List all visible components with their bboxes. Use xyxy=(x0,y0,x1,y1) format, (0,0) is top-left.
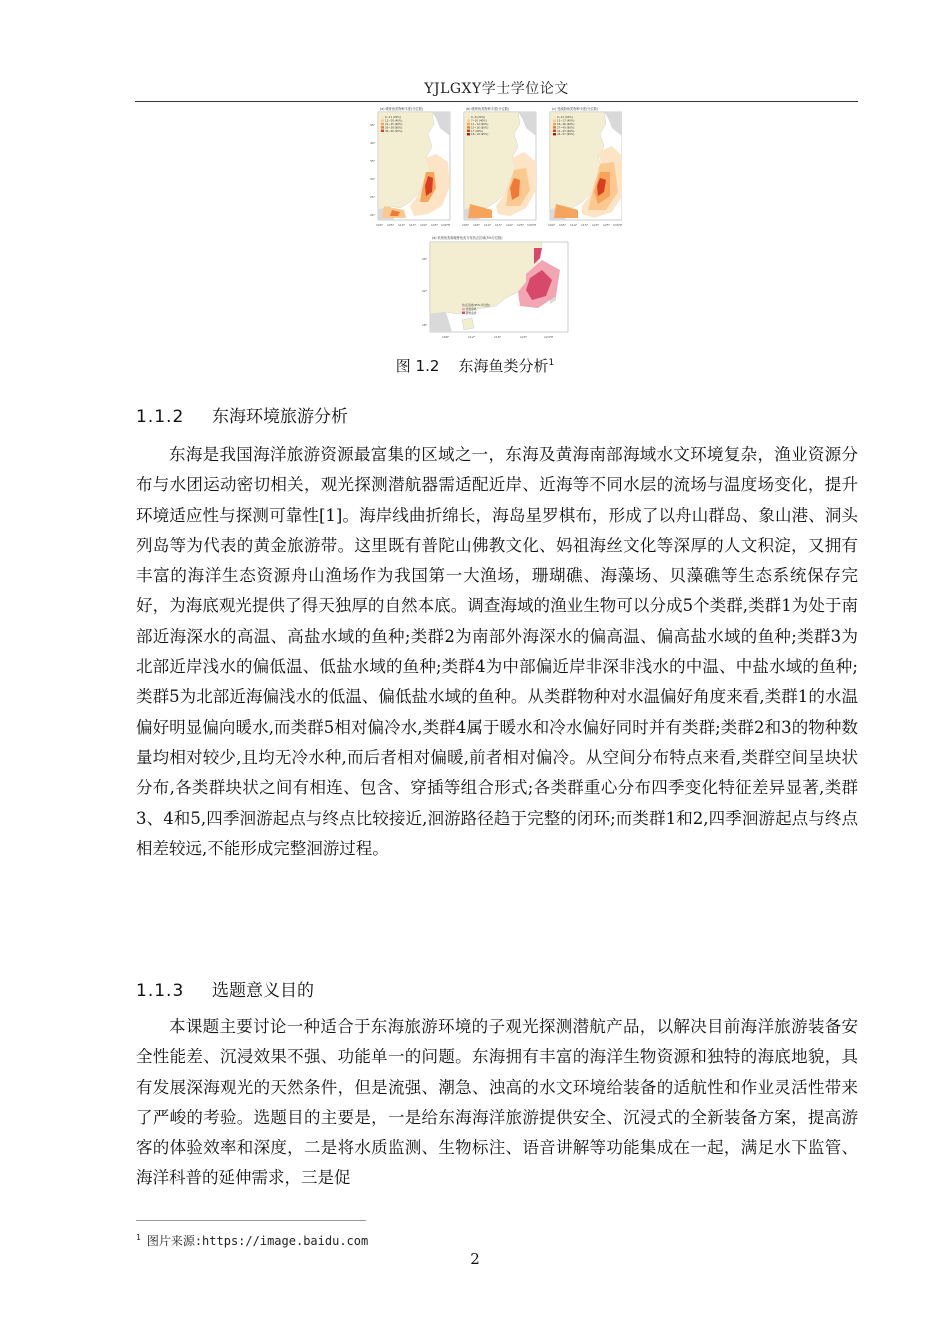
x-tick: 105° xyxy=(387,223,395,227)
panel-b-title: (b) 暖骨鱼类物种丰度(分位数) xyxy=(466,107,510,111)
section-number: 1.1.2 xyxy=(136,407,185,427)
footnote xyxy=(136,1232,368,1249)
map-panel-d xyxy=(422,235,568,339)
figure-caption xyxy=(0,355,950,376)
footnote-text: 图片来源:https://image.baidu.com xyxy=(146,1234,369,1248)
x-tick: 112° xyxy=(468,335,476,339)
y-tick: 25° xyxy=(370,195,376,199)
y-tick: 40° xyxy=(370,141,376,145)
x-tick: 115° xyxy=(409,223,417,227)
x-tick: 100° xyxy=(462,223,470,227)
x-tick: 105° xyxy=(559,223,567,227)
panel-d-title: (d) 软骨鱼类和硬骨鱼类分布热点区域(5%分位数) xyxy=(432,236,503,240)
legend-a-item: 26~29 (80%) xyxy=(385,126,403,130)
y-ticks-a xyxy=(370,123,376,217)
page-number: 2 xyxy=(470,1250,480,1268)
y-ticks-d xyxy=(422,257,428,327)
x-ticks-d xyxy=(442,335,553,339)
x-tick: 115° xyxy=(495,223,503,227)
legend-a xyxy=(381,115,402,133)
caption-label: 图 1.2 xyxy=(395,357,440,375)
x-tick: 125° xyxy=(603,223,611,227)
legend-a-item: 12~20 (40%) xyxy=(385,119,403,123)
legend-d-item: 软骨鱼类 xyxy=(466,308,477,312)
x-ticks-b xyxy=(462,223,536,227)
x-ticks-c xyxy=(548,223,622,227)
header-divider xyxy=(135,101,858,102)
legend-c-item: 27~40 (80%) xyxy=(557,126,575,130)
legend-d-title: 热点区域(95%分位数) xyxy=(462,303,490,307)
paragraph-tourism-analysis: 东海是我国海洋旅游资源最富集的区域之一，东海及黄海南部海域水文环境复杂，渔业资源分布与水团运动密切相关，观光探测潜航器需适配近岸、近海等不同水层的流场与温度场变化，提升环境适应性与探测可靠性[1]。海岸线曲折绵长，海岛星罗棋布，形成了以舟山群岛、象山港、洞头列岛等为代表的黄金旅游带。这里既有普陀山佛教文化、妈祖海丝文化等深厚的人文积淀，又拥有丰富的海洋生态资源舟山渔场作为我国第一大渔场，珊瑚礁、海藻场、贝藻礁等生态系统保存完好，为海底观光提供了得天独厚的自然本底。调查海域的渔业生物可以分成5个类群,类群1为处于南部近海深水的高温、高盐水域的鱼种;类群2为南部外海深水的偏高温、偏高盐水域的鱼种;类群3为北部近岸浅水的偏低温、低盐水域的鱼种;类群4为中部偏近岸非深非浅水的中温、中盐水域的鱼种;类群5为北部近海偏浅水的低温、偏低盐水域的鱼种。从类群物种对水温偏好角度来看,类群1的水温偏好明显偏向暖水,而类群5相对偏冷水,类群4属于暖水和冷水偏好同时并有类群;类群2和3的物种数量均相对较少,且均无冷水种,而后者相对偏暖,前者相对偏冷。从空间分布特点来看,类群空间呈块状分布,各类群块状之间有相连、包含、穿插等组合形式;各类群重心分布四季变化特征差异显著,类群3、4和5,四季洄游起点与终点比较接近,洄游路径趋于完整的闭环;而类群1和2,四季洄游起点与终点相差较远,不能形成完整洄游过程。 xyxy=(136,445,858,858)
x-tick: 108° xyxy=(442,335,450,339)
y-tick: 18° xyxy=(422,323,428,327)
map-panel-b xyxy=(462,106,536,227)
x-tick: 130°E xyxy=(613,223,622,227)
y-tick: 35° xyxy=(370,159,376,163)
x-tick: 125° xyxy=(517,223,525,227)
legend-a-item: 21~25 (60%) xyxy=(385,123,403,126)
legend-a-item: 0~11 (20%) xyxy=(385,116,401,120)
legend-b-item: 7~10 (40%) xyxy=(471,119,487,123)
x-tick: 130°E xyxy=(527,223,537,227)
legend-c-item: 41~43 (90%) xyxy=(557,129,575,133)
figure-fish-analysis xyxy=(370,106,622,342)
legend-c-item: 18~26 (60%) xyxy=(557,123,575,126)
y-tick: 26° xyxy=(422,257,428,261)
legend-b-item: 17 (90%) xyxy=(471,129,483,133)
x-tick: 100° xyxy=(548,223,556,227)
legend-c-item: 13~17 (40%) xyxy=(557,119,575,123)
x-tick: 110° xyxy=(570,223,578,227)
panel-c-title: (c) 受威胁鱼类物种丰度(分位数) xyxy=(552,107,598,111)
section-title: 东海环境旅游分析 xyxy=(212,407,348,427)
map-panel-c xyxy=(548,106,622,227)
fish-distribution-maps xyxy=(370,106,622,342)
x-tick: 125° xyxy=(431,223,439,227)
legend-d-item: 硬骨鱼类 xyxy=(466,311,477,315)
y-tick: 22° xyxy=(422,289,428,293)
y-tick: 20° xyxy=(370,213,376,217)
x-tick: 110° xyxy=(398,223,406,227)
footnote-mark: 1 xyxy=(136,1233,141,1242)
running-header: YJLGXY学士学位论文 xyxy=(424,81,569,97)
x-tick: 120° xyxy=(520,335,528,339)
legend-b-item: 18~19 (95%) xyxy=(471,133,489,137)
x-tick: 110° xyxy=(484,223,492,227)
x-tick: 115° xyxy=(581,223,589,227)
legend-c xyxy=(553,115,574,136)
panel-a-title: (a) 暖骨鱼类物种丰度(分位数) xyxy=(380,107,424,111)
legend-c-item: 44~57 (95%) xyxy=(557,133,575,137)
x-tick: 116° xyxy=(494,335,502,339)
x-ticks-a xyxy=(376,223,450,227)
y-tick: 30° xyxy=(370,177,376,181)
section-title: 选题意义目的 xyxy=(212,981,314,1001)
section-heading-1-1-2 xyxy=(136,402,348,427)
map-panel-a xyxy=(370,106,450,227)
x-tick: 124°E xyxy=(544,335,554,339)
x-tick: 105° xyxy=(473,223,481,227)
paragraph-topic-significance: 本课题主要讨论一种适合于东海旅游环境的子观光探测潜航产品，以解决目前海洋旅游装备安全性能差、沉浸效果不强、功能单一的问题。东海拥有丰富的海洋生物资源和独特的海底地貌，具有发展深海观光的天然条件，但是流强、潮急、浊高的水文环境给装备的适航性和作业灵活性带来了严峻的考验。选题目的主要是，一是给东海海洋旅游提供安全、沉浸式的全新装备方案，提高游客的体验效率和深度，二是将水质监测、生物标注、语音讲解等功能集成在一起，满足水下监管、海洋科普的延伸需求，三是促 xyxy=(136,1017,858,1188)
caption-footnote-mark: 1 xyxy=(548,358,555,368)
x-tick: 120° xyxy=(592,223,600,227)
legend-c-item: 0~12 (20%) xyxy=(557,116,573,120)
legend-b-item: 15~16 (80%) xyxy=(471,126,489,130)
section-heading-1-1-3 xyxy=(136,976,314,1001)
caption-text: 东海鱼类分析 xyxy=(458,357,549,375)
section-number: 1.1.3 xyxy=(136,981,185,1001)
x-tick: 100° xyxy=(376,223,384,227)
x-tick: 120° xyxy=(420,223,428,227)
legend-b-item: 0~6 (20%) xyxy=(471,116,486,120)
legend-b-item: 11~14 (60%) xyxy=(471,123,489,126)
footnote-divider xyxy=(136,1220,366,1221)
legend-a-item: 30~40 (95%) xyxy=(385,129,403,133)
x-tick: 120° xyxy=(506,223,514,227)
y-tick: 45° xyxy=(370,123,376,127)
x-tick: 130°E xyxy=(441,223,451,227)
